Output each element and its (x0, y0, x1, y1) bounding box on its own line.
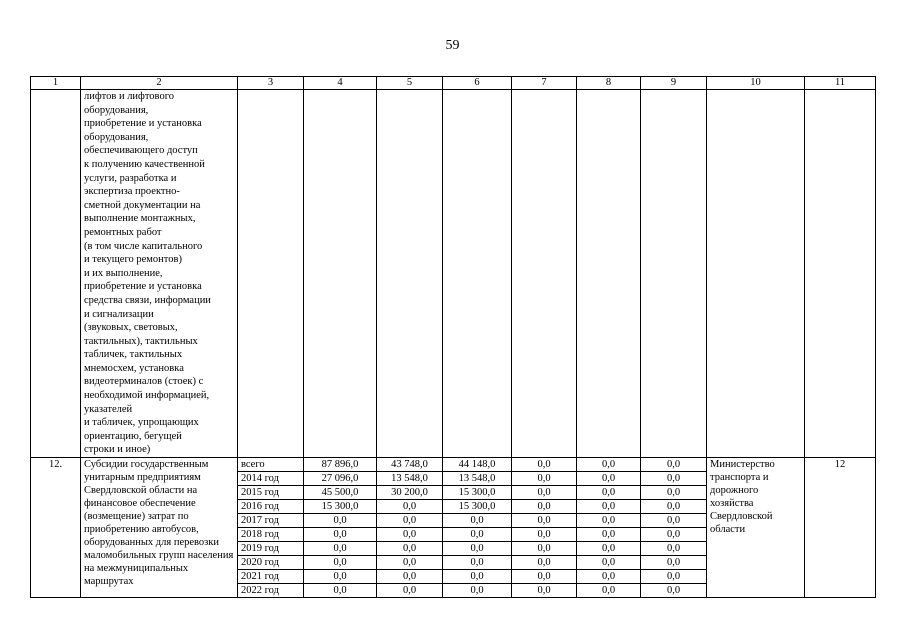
amount-cell: 0,0 (577, 500, 641, 514)
amount-cell: 15 300,0 (443, 486, 512, 500)
period-cell: 2019 год (238, 542, 304, 556)
column-number: 10 (707, 77, 805, 90)
amount-cell: 0,0 (512, 570, 577, 584)
column-number: 6 (443, 77, 512, 90)
amount-cell: 13 548,0 (443, 472, 512, 486)
amount-cell: 0,0 (377, 528, 443, 542)
amount-cell: 0,0 (577, 472, 641, 486)
period-cell: 2014 год (238, 472, 304, 486)
amount-cell: 0,0 (641, 570, 707, 584)
amount-cell: 0,0 (577, 528, 641, 542)
amount-cell: 0,0 (641, 514, 707, 528)
amount-cell: 0,0 (304, 556, 377, 570)
amount-cell: 0,0 (443, 514, 512, 528)
page-number: 59 (445, 38, 460, 53)
amount-cell: 0,0 (512, 458, 577, 472)
amount-cell: 0,0 (377, 542, 443, 556)
amount-cell: 15 300,0 (443, 500, 512, 514)
amount-cell: 0,0 (641, 472, 707, 486)
period-cell: 2021 год (238, 570, 304, 584)
amount-cell: 0,0 (304, 542, 377, 556)
period-cell: всего (238, 458, 304, 472)
amount-cell: 0,0 (512, 486, 577, 500)
amount-cell: 0,0 (641, 584, 707, 598)
amount-cell: 0,0 (443, 556, 512, 570)
amount-cell: 0,0 (577, 584, 641, 598)
funding-row (31, 458, 876, 472)
empty-cell (31, 90, 81, 458)
period-cell: 2018 год (238, 528, 304, 542)
amount-cell: 45 500,0 (304, 486, 377, 500)
amount-cell: 0,0 (512, 542, 577, 556)
amount-cell: 0,0 (304, 584, 377, 598)
column-number: 11 (805, 77, 876, 90)
amount-cell: 27 096,0 (304, 472, 377, 486)
period-cell: 2020 год (238, 556, 304, 570)
empty-cell (512, 90, 577, 458)
column-number: 4 (304, 77, 377, 90)
item-name: Субсидии государственным унитарным предприятиям Свердловской области на финансовое обеспечение (возмещение) затрат по приобретению автобусов, оборудованных для перевозки маломобильных групп населения на межмуниципальных маршрутах (81, 458, 238, 598)
amount-cell: 43 748,0 (377, 458, 443, 472)
column-number: 3 (238, 77, 304, 90)
amount-cell: 15 300,0 (304, 500, 377, 514)
amount-cell: 0,0 (641, 528, 707, 542)
amount-cell: 0,0 (641, 542, 707, 556)
continuation-row (31, 90, 876, 458)
amount-cell: 0,0 (377, 514, 443, 528)
amount-cell: 0,0 (512, 500, 577, 514)
empty-cell (238, 90, 304, 458)
amount-cell: 0,0 (443, 584, 512, 598)
amount-cell: 0,0 (577, 458, 641, 472)
amount-cell: 0,0 (443, 570, 512, 584)
reference-cell: 12 (805, 458, 876, 598)
amount-cell: 0,0 (443, 542, 512, 556)
amount-cell: 0,0 (512, 528, 577, 542)
column-number-row (31, 77, 876, 90)
amount-cell: 0,0 (377, 556, 443, 570)
empty-cell (577, 90, 641, 458)
amount-cell: 0,0 (377, 570, 443, 584)
amount-cell: 0,0 (443, 528, 512, 542)
amount-cell: 0,0 (641, 458, 707, 472)
item-number: 12. (31, 458, 81, 598)
empty-cell (805, 90, 876, 458)
column-number: 1 (31, 77, 81, 90)
executor-cell: Министерство транспорта и дорожного хозяйства Свердловской области (707, 458, 805, 598)
column-number: 7 (512, 77, 577, 90)
amount-cell: 44 148,0 (443, 458, 512, 472)
amount-cell: 0,0 (641, 486, 707, 500)
continuation-text: лифтов и лифтового оборудования, приобретение и установка оборудования, обеспечивающего доступ к получению качественной услуги, разработка и экспертиза проектно- сметной документации на выполнение монтажных, ремонтных работ (в том числе капитального и текущего ремонтов) и их выполнение, приобретение и установка средства связи, информации и сигнализации (звуковых, световых, тактильных), тактильных табличек, тактильных мнемосхем, установка видеотерминалов (стоек) с необходимой информацией, указателей и табличек, упрощающих ориентацию, бегущей строки и иное) (81, 90, 238, 458)
amount-cell: 87 896,0 (304, 458, 377, 472)
period-cell: 2017 год (238, 514, 304, 528)
amount-cell: 0,0 (304, 528, 377, 542)
empty-cell (707, 90, 805, 458)
empty-cell (377, 90, 443, 458)
amount-cell: 0,0 (377, 500, 443, 514)
amount-cell: 0,0 (641, 556, 707, 570)
column-number: 9 (641, 77, 707, 90)
amount-cell: 0,0 (577, 542, 641, 556)
amount-cell: 13 548,0 (377, 472, 443, 486)
amount-cell: 0,0 (304, 570, 377, 584)
amount-cell: 0,0 (512, 556, 577, 570)
period-cell: 2022 год (238, 584, 304, 598)
amount-cell: 0,0 (512, 584, 577, 598)
amount-cell: 0,0 (377, 584, 443, 598)
amount-cell: 0,0 (304, 514, 377, 528)
amount-cell: 0,0 (577, 556, 641, 570)
amount-cell: 0,0 (512, 514, 577, 528)
program-table (30, 76, 876, 598)
column-number: 2 (81, 77, 238, 90)
amount-cell: 30 200,0 (377, 486, 443, 500)
amount-cell: 0,0 (512, 472, 577, 486)
amount-cell: 0,0 (641, 500, 707, 514)
period-cell: 2016 год (238, 500, 304, 514)
column-number: 5 (377, 77, 443, 90)
amount-cell: 0,0 (577, 486, 641, 500)
column-number: 8 (577, 77, 641, 90)
empty-cell (443, 90, 512, 458)
empty-cell (641, 90, 707, 458)
amount-cell: 0,0 (577, 514, 641, 528)
period-cell: 2015 год (238, 486, 304, 500)
amount-cell: 0,0 (577, 570, 641, 584)
empty-cell (304, 90, 377, 458)
